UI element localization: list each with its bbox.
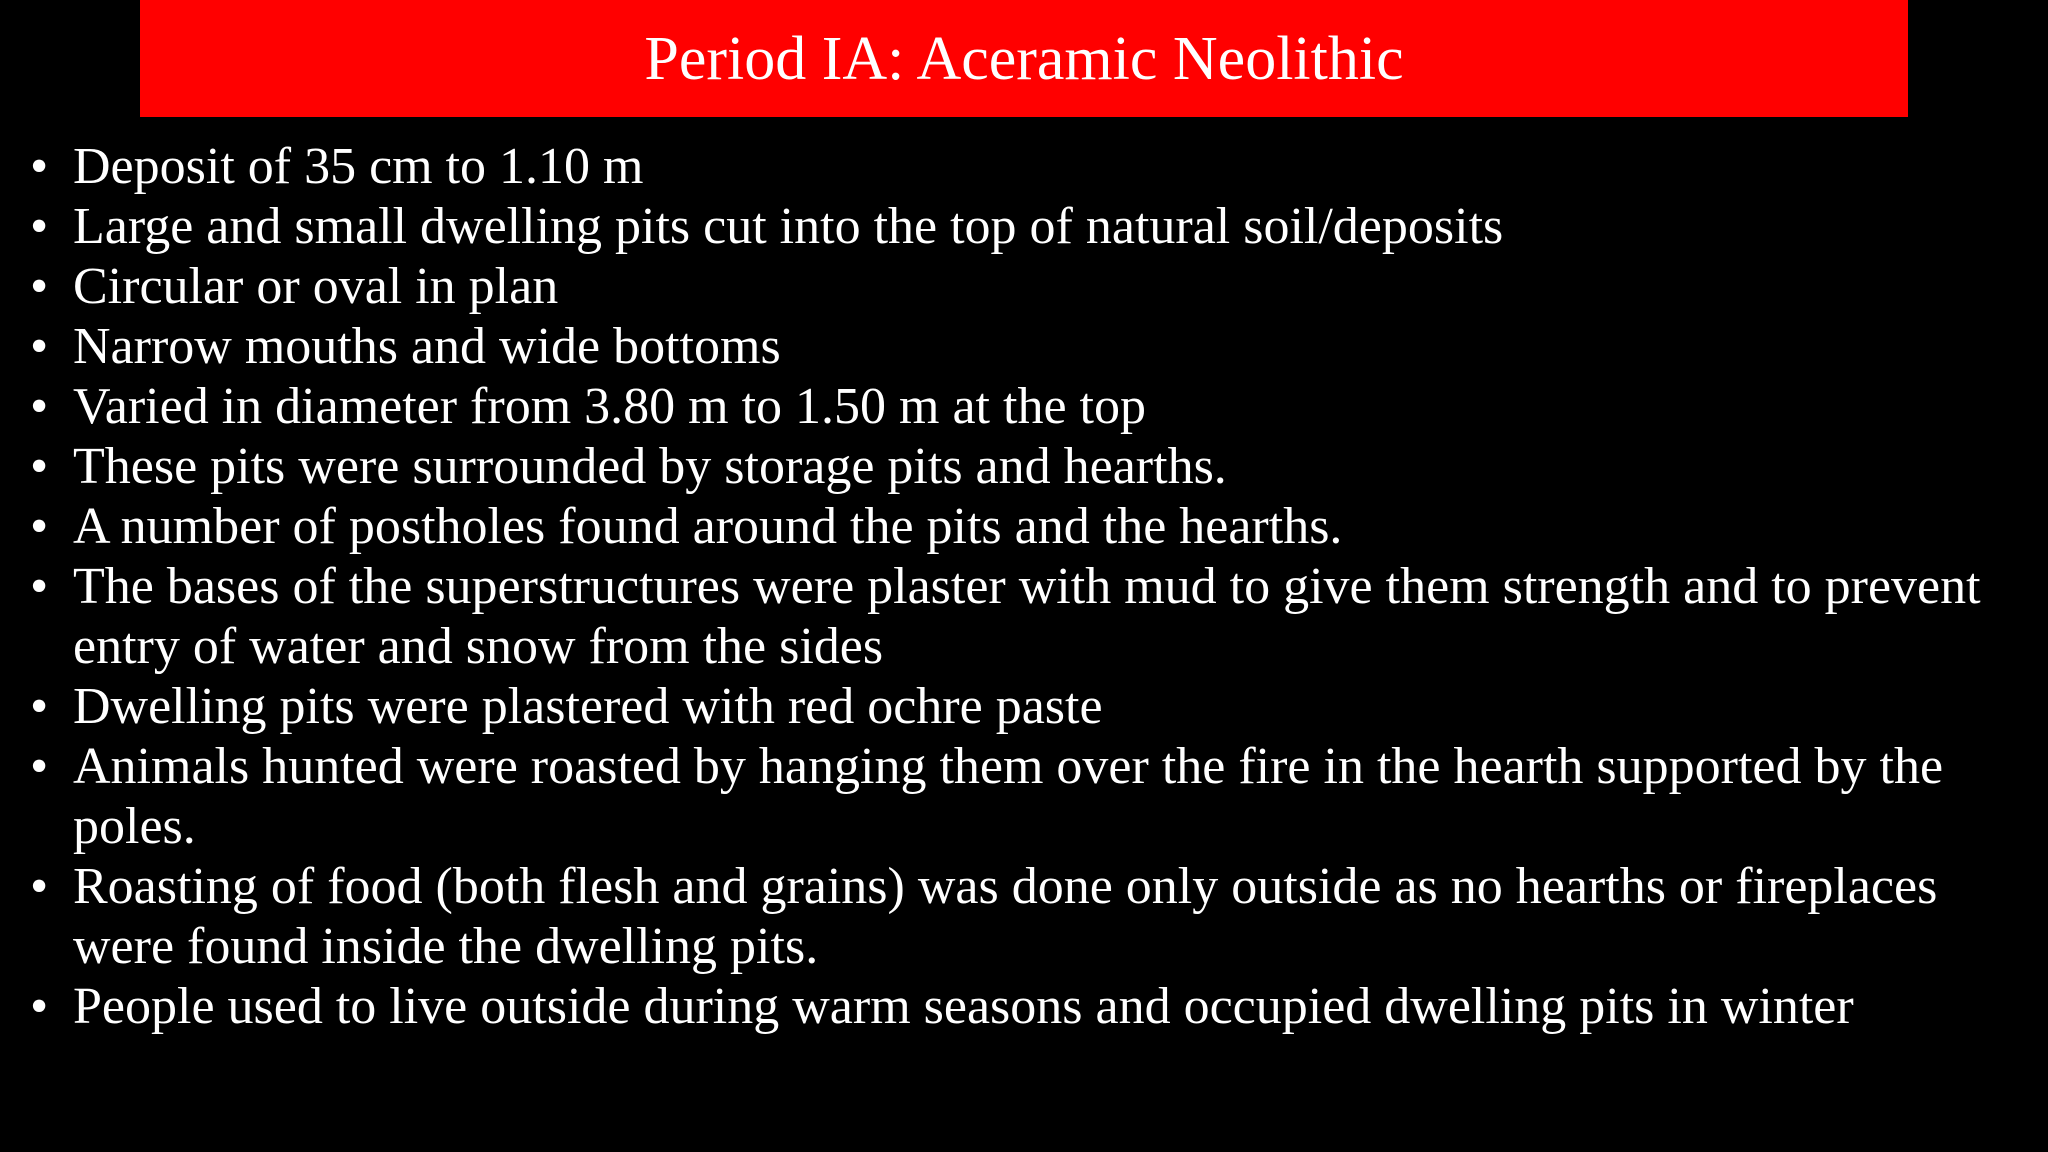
bullet-item <box>30 317 2040 377</box>
bullet-text: Roasting of food (both flesh and grains) was done only outside as no hearths or fireplaces were found inside the dwelling pits. <box>73 858 1938 975</box>
bullet-dot-icon: • <box>30 378 49 435</box>
bullet-item <box>30 497 2040 557</box>
bullet-dot-icon: • <box>30 258 49 315</box>
bullet-item <box>30 197 2040 257</box>
bullet-dot-icon: • <box>30 858 49 915</box>
bullet-item <box>30 377 2040 437</box>
bullet-text: A number of postholes found around the pits and the hearths. <box>73 498 1343 555</box>
bullet-text: The bases of the superstructures were plaster with mud to give them strength and to prevent entry of water and snow from the sides <box>73 558 1981 675</box>
bullet-text: Large and small dwelling pits cut into the top of natural soil/deposits <box>73 198 1504 255</box>
bullet-dot-icon: • <box>30 138 49 195</box>
bullet-dot-icon: • <box>30 498 49 555</box>
bullet-dot-icon: • <box>30 438 49 495</box>
bullet-dot-icon: • <box>30 558 49 615</box>
bullet-dot-icon: • <box>30 978 49 1035</box>
bullet-text: Varied in diameter from 3.80 m to 1.50 m at the top <box>73 378 1146 435</box>
bullet-item <box>30 977 2040 1037</box>
bullet-text: Deposit of 35 cm to 1.10 m <box>73 138 644 195</box>
bullet-dot-icon: • <box>30 738 49 795</box>
bullet-item <box>30 557 2040 677</box>
title-banner <box>140 0 1908 117</box>
bullet-dot-icon: • <box>30 318 49 375</box>
bullet-item <box>30 257 2040 317</box>
bullet-text: Narrow mouths and wide bottoms <box>73 318 781 375</box>
bullet-item <box>30 857 2040 977</box>
bullet-text: Animals hunted were roasted by hanging them over the fire in the hearth supported by the poles. <box>73 738 1944 855</box>
slide-title: Period IA: Aceramic Neolithic <box>644 24 1404 93</box>
bullet-item <box>30 137 2040 197</box>
bullet-text: Circular or oval in plan <box>73 258 559 315</box>
bullet-item <box>30 737 2040 857</box>
bullet-text: People used to live outside during warm seasons and occupied dwelling pits in winter <box>73 978 1854 1035</box>
bullet-dot-icon: • <box>30 678 49 735</box>
bullet-dot-icon: • <box>30 198 49 255</box>
bullet-text: Dwelling pits were plastered with red ochre paste <box>73 678 1103 735</box>
bullet-item <box>30 677 2040 737</box>
bullet-list <box>30 137 2040 1037</box>
bullet-item <box>30 437 2040 497</box>
bullet-text: These pits were surrounded by storage pits and hearths. <box>73 438 1227 495</box>
